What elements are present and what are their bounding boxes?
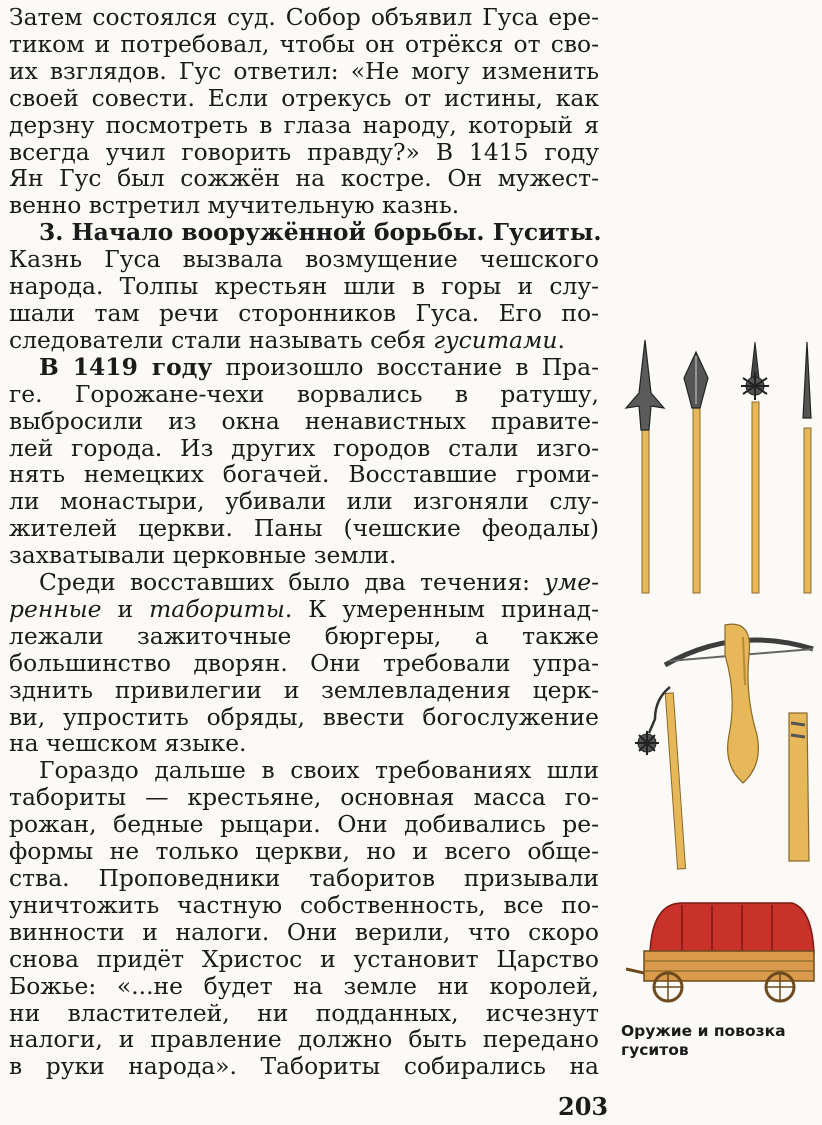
text-line: ли монастыри, убивали или изгоняли слу- [9, 487, 599, 516]
text-line: ства. Проповедники таборитов призывали [9, 864, 599, 892]
weapons-illustration [625, 615, 822, 873]
flail-icon [635, 687, 686, 869]
text-line: дерзну посмотреть в глаза народу, который я [9, 110, 599, 139]
spears-illustration [620, 338, 820, 600]
text-line: снова придёт Христос и установит Царство [9, 944, 599, 973]
text-line: ренные и табориты. К умеренным принад- [9, 594, 599, 623]
text-line: рожан, бедные рыцари. Они добивались ре- [9, 810, 599, 839]
text-line: Затем состоялся суд. Собор объявил Гуса ере- [9, 3, 599, 31]
section-heading: 3. Начало вооружённой борьбы. Гуситы. [39, 218, 602, 247]
text-line: выбросили из окна ненавистных правите- [9, 406, 599, 435]
text-line: Божье: «...не будет на земле ни королей, [9, 971, 599, 1000]
war-wagon-illustration [622, 895, 820, 1009]
text-line: табориты — крестьяне, основная масса го- [9, 783, 599, 812]
text-line: В 1419 году произошло восстание в Пра- [39, 352, 599, 381]
text-line: формы не только церкви, но и всего обще- [9, 837, 599, 866]
wagon-icon [626, 903, 814, 1001]
text-line: большинство дворян. Они требовали упра- [9, 648, 599, 677]
text-line: лежали зажиточные бюргеры, а также [9, 621, 599, 650]
text-line: лей города. Из других городов стали изго- [9, 433, 599, 462]
text-line: Среди восставших было два течения: уме- [39, 568, 599, 597]
spear-icon [803, 342, 811, 593]
body-text [9, 3, 602, 1081]
text-line: жителей церкви. Паны (чешские феодалы) [9, 514, 599, 543]
text-line: винности и налоги. Они верили, что скоро [9, 917, 599, 946]
text-line: уничтожить частную собственность, все по- [9, 890, 599, 919]
text-line: в руки народа». Табориты собирались на [9, 1052, 599, 1081]
text-line: их взглядов. Гус ответил: «Не могу изменить [9, 56, 599, 85]
text-line: ге. Горожане-чехи ворвались в ратушу, [9, 379, 599, 408]
text-line: всегда учил говорить правду?» В 1415 году [9, 137, 599, 166]
text-line: ни властителей, ни подданных, исчезнут [9, 998, 599, 1027]
page-number: 203 [558, 1092, 609, 1121]
text-line: ви, упростить обряды, ввести богослужение [9, 702, 599, 731]
term-hussites: гуситами [433, 325, 558, 354]
text-line: зднить привилегии и землевладения церк- [9, 675, 599, 704]
club-icon [789, 713, 809, 861]
text-line: на чешском языке. [9, 729, 247, 758]
illustration-caption: Оружие и повозка гуситов [621, 1022, 786, 1059]
text-line: своей совести. Если отрекусь от истины, как [9, 83, 599, 112]
text-line: Казнь Гуса вызвала возмущение чешского [9, 245, 599, 274]
morning-star-icon [741, 342, 769, 593]
text-line: шали там речи сторонников Гуса. Его по- [9, 298, 599, 327]
text-line: налоги, и правление должно быть передано [9, 1025, 599, 1054]
text-line: захватывали церковные земли. [9, 541, 397, 570]
text-line: нять немецких богачей. Восставшие громи- [9, 460, 599, 489]
text-line: народа. Толпы крестьян шли в горы и слу- [9, 272, 599, 301]
spear-icon [684, 352, 708, 593]
text-line: следователи стали называть себя гуситами. [9, 325, 565, 354]
text-line: венно встретил мучительную казнь. [9, 191, 460, 220]
text-line: тиком и потребовал, чтобы он отрёкся от сво- [9, 29, 599, 58]
text-line: Гораздо дальше в своих требованиях шли [39, 756, 599, 785]
spear-icon [626, 340, 664, 593]
text-line: Ян Гус был сожжён на костре. Он мужест- [9, 164, 599, 193]
